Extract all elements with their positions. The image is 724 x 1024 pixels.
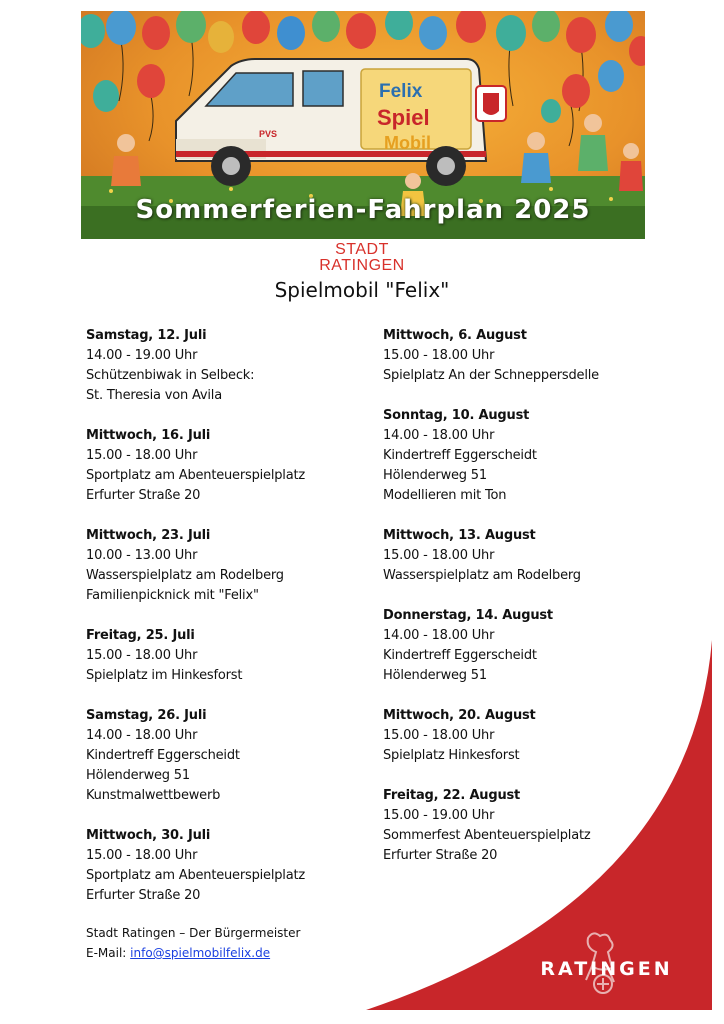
entry-detail: Hölenderweg 51 [383, 668, 487, 683]
entry-time: 15.00 - 18.00 Uhr [86, 648, 198, 663]
entry-date: Samstag, 12. Juli [86, 328, 207, 343]
entry-detail: Sportplatz am Abenteuerspielplatz [86, 868, 306, 883]
entry-detail: Spielplatz An der Schneppersdelle [383, 368, 599, 383]
entry-detail: Modellieren mit Ton [383, 488, 507, 503]
entry-time: 15.00 - 19.00 Uhr [383, 808, 495, 823]
entry-detail: Spielplatz Hinkesforst [383, 748, 520, 763]
entry-detail: Kindertreff Eggerscheidt [383, 448, 537, 463]
ratingen-brand-mark: RATINGEN [540, 958, 673, 980]
schedule-entry [86, 626, 386, 686]
entry-detail: Erfurter Straße 20 [383, 848, 498, 863]
entry-date: Mittwoch, 16. Juli [86, 428, 211, 443]
entry-detail: Kindertreff Eggerscheidt [383, 648, 537, 663]
entry-detail: Wasserspielplatz am Rodelberg [86, 568, 284, 583]
logo-line-stadt: STADT [335, 241, 389, 258]
schedule-entry [383, 786, 683, 866]
hero-title: Sommerferien-Fahrplan 2025 [135, 195, 591, 225]
entry-date: Mittwoch, 13. August [383, 528, 536, 543]
entry-detail: Hölenderweg 51 [383, 468, 487, 483]
footer-mayor-line: Stadt Ratingen – Der Bürgermeister [86, 926, 301, 940]
entry-time: 15.00 - 18.00 Uhr [86, 848, 198, 863]
van-text-felix: Felix [379, 81, 423, 102]
entry-time: 15.00 - 18.00 Uhr [383, 348, 495, 363]
schedule-entry [383, 406, 683, 506]
schedule-entry [383, 326, 683, 386]
entry-detail: Sportplatz am Abenteuerspielplatz [86, 468, 306, 483]
email-label: E-Mail: [86, 946, 131, 960]
entry-time: 14.00 - 19.00 Uhr [86, 348, 198, 363]
entry-date: Samstag, 26. Juli [86, 708, 207, 723]
entry-time: 14.00 - 18.00 Uhr [383, 628, 495, 643]
schedule-entry [86, 826, 386, 906]
entry-date: Mittwoch, 20. August [383, 708, 536, 723]
schedule-entry [383, 526, 683, 586]
entry-detail: Wasserspielplatz am Rodelberg [383, 568, 581, 583]
entry-detail: Kindertreff Eggerscheidt [86, 748, 240, 763]
entry-detail: Erfurter Straße 20 [86, 888, 201, 903]
schedule-column-right [383, 326, 683, 886]
entry-date: Freitag, 22. August [383, 788, 521, 803]
email-link[interactable]: info@spielmobilfelix.de [130, 946, 271, 960]
schedule-entry [86, 526, 386, 606]
entry-time: 14.00 - 18.00 Uhr [383, 428, 495, 443]
schedule-entry [383, 606, 683, 686]
entry-time: 15.00 - 18.00 Uhr [383, 548, 495, 563]
schedule-column-left [86, 326, 386, 926]
entry-detail: Erfurter Straße 20 [86, 488, 201, 503]
entry-date: Freitag, 25. Juli [86, 628, 195, 643]
entry-detail: Spielplatz im Hinkesforst [86, 668, 243, 683]
entry-detail: Schützenbiwak in Selbeck: [86, 368, 255, 383]
entry-time: 10.00 - 13.00 Uhr [86, 548, 198, 563]
schedule-entry [86, 426, 386, 506]
entry-time: 15.00 - 18.00 Uhr [86, 448, 198, 463]
schedule-entry [86, 706, 386, 806]
van-text-spiel: Spiel [377, 105, 430, 130]
entry-date: Mittwoch, 30. Juli [86, 828, 211, 843]
schedule-entry [383, 706, 683, 766]
entry-date: Mittwoch, 23. Juli [86, 528, 211, 543]
entry-detail: Hölenderweg 51 [86, 768, 190, 783]
entry-detail: St. Theresia von Avila [86, 388, 222, 403]
entry-time: 14.00 - 18.00 Uhr [86, 728, 198, 743]
footer-email-line [86, 943, 300, 963]
schedule-entry [86, 326, 386, 406]
van-brand-text: PVS [259, 129, 278, 139]
entry-detail: Sommerfest Abenteuerspielplatz [383, 828, 591, 843]
van-text-mobil: Mobil [384, 133, 431, 153]
entry-date: Sonntag, 10. August [383, 408, 530, 423]
entry-date: Donnerstag, 14. August [383, 608, 553, 623]
entry-detail: Kunstmalwettbewerb [86, 788, 221, 803]
footer [86, 923, 300, 963]
entry-detail: Familienpicknick mit "Felix" [86, 588, 259, 603]
entry-time: 15.00 - 18.00 Uhr [383, 728, 495, 743]
entry-date: Mittwoch, 6. August [383, 328, 527, 343]
logo-line-ratingen: RATINGEN [319, 257, 405, 274]
page-subtitle: Spielmobil "Felix" [274, 278, 450, 302]
